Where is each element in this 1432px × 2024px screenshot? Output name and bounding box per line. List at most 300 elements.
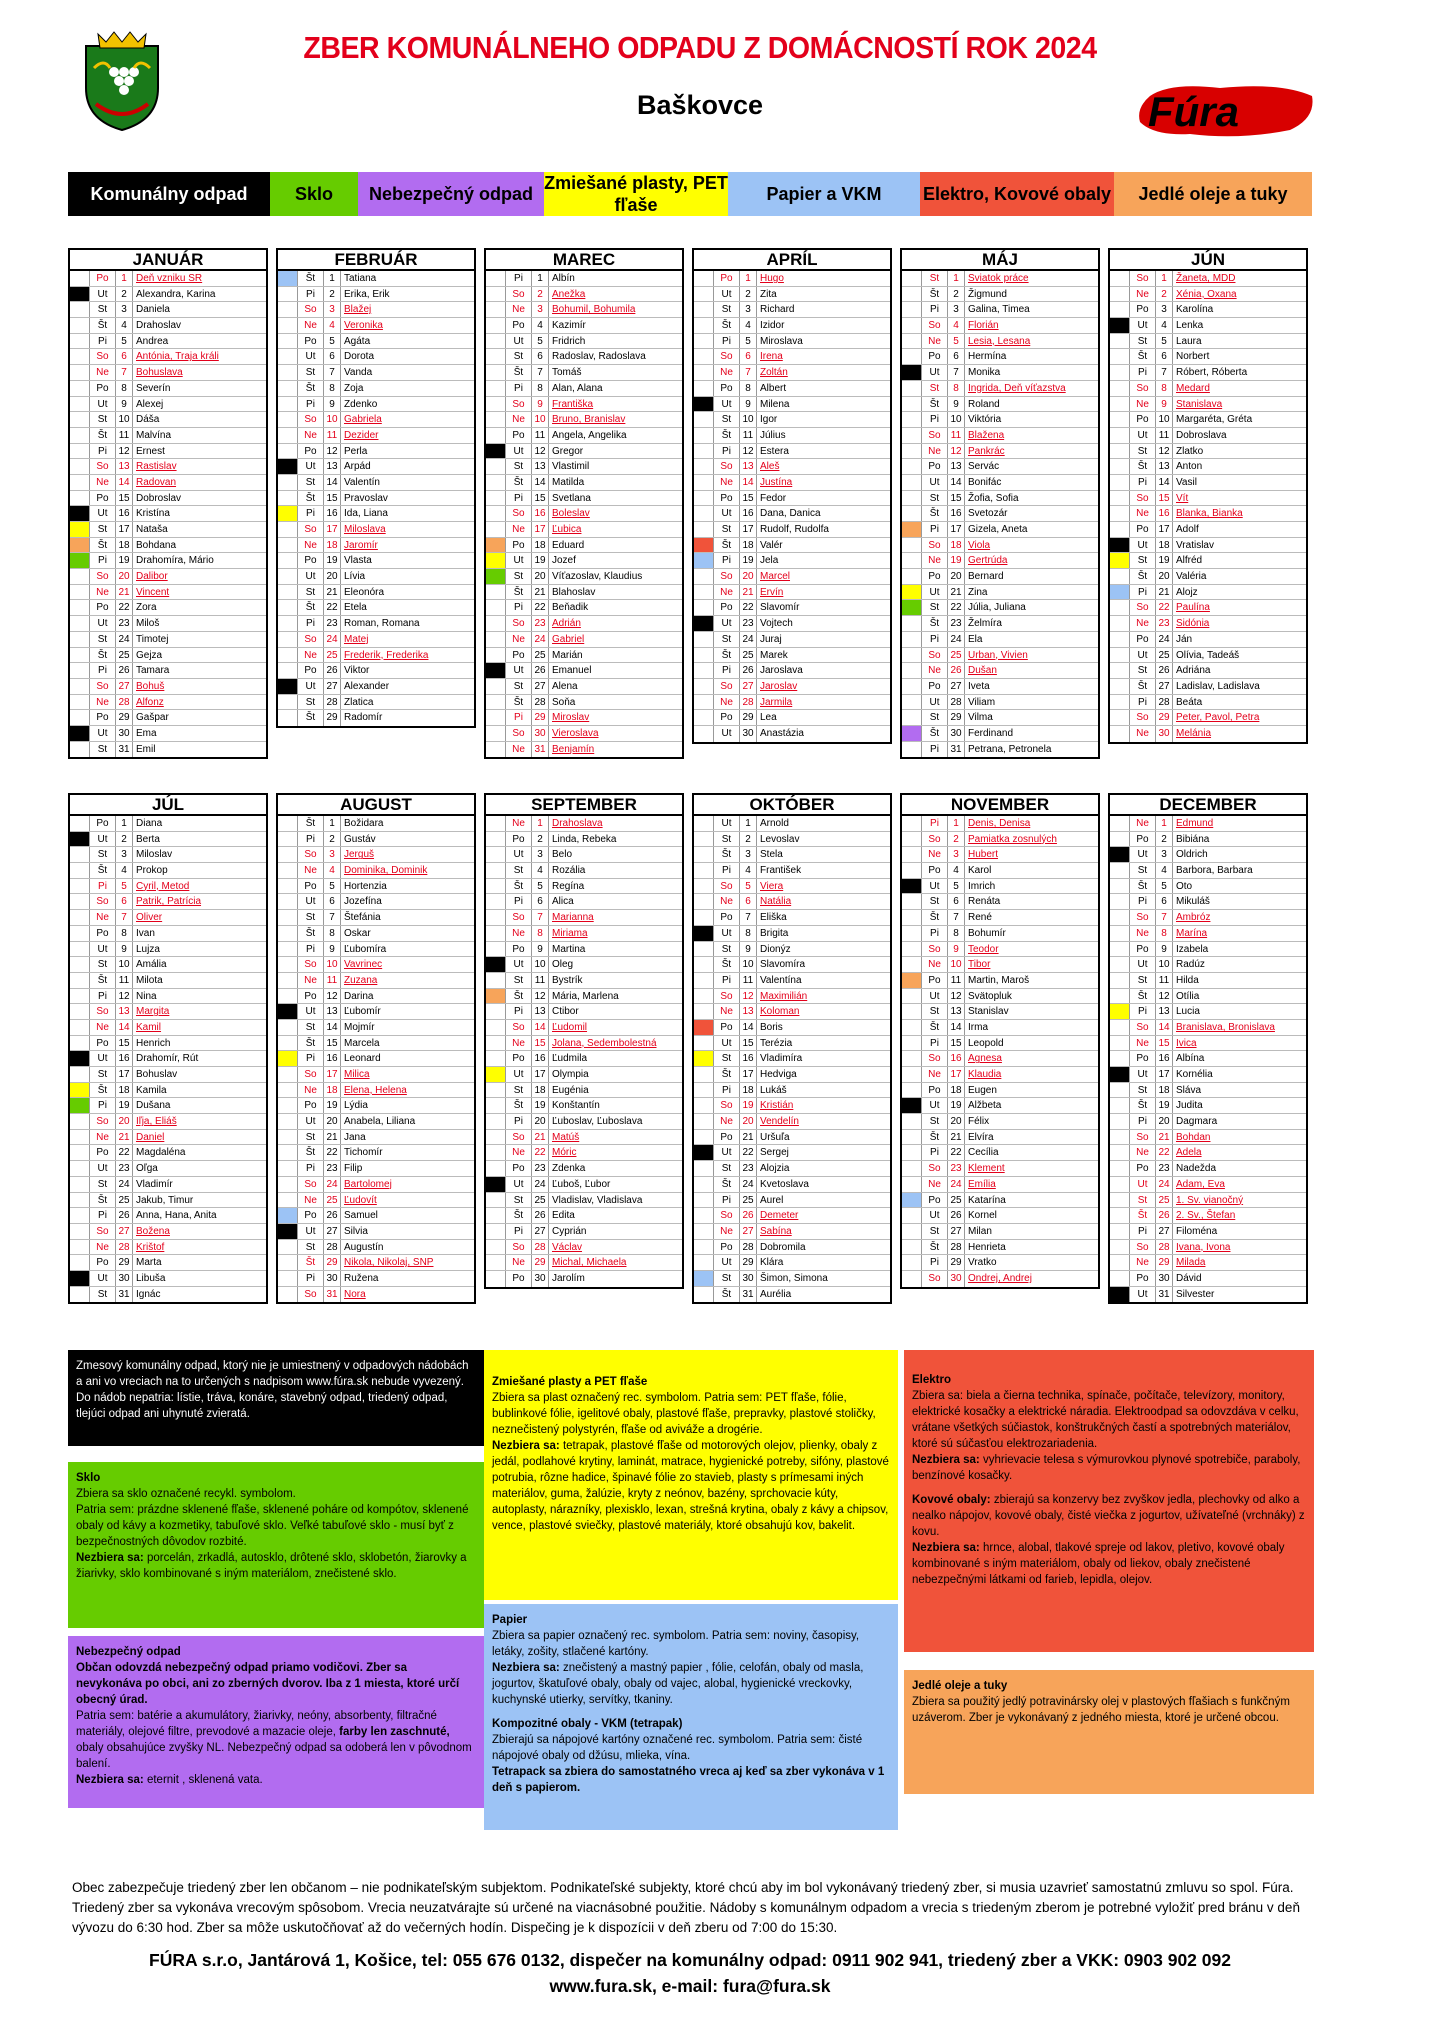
collection-marker	[70, 381, 90, 396]
day-number: 9	[324, 942, 341, 957]
collection-marker	[278, 910, 298, 925]
day-number: 3	[532, 847, 549, 862]
collection-marker	[278, 1224, 298, 1239]
day-row	[278, 1224, 474, 1240]
collection-marker	[902, 832, 922, 847]
name-day: Patrik, Patrícia	[136, 896, 202, 908]
day-row	[70, 459, 266, 475]
collection-marker	[694, 832, 714, 847]
name-day: Vasil	[1176, 476, 1197, 488]
collection-marker	[694, 957, 714, 972]
day-row	[486, 1177, 682, 1193]
day-number: 5	[324, 879, 341, 894]
weekday: Št	[298, 710, 324, 726]
collection-marker	[278, 648, 298, 663]
day-number: 12	[324, 989, 341, 1004]
day-number: 24	[116, 1177, 133, 1192]
weekday: So	[922, 428, 948, 443]
day-number: 28	[532, 695, 549, 710]
weekday: Ut	[298, 1224, 324, 1239]
name-day: Bohumír	[968, 927, 1006, 939]
weekday: Št	[506, 695, 532, 710]
name-day: Zdenko	[344, 398, 378, 410]
collection-marker	[486, 816, 506, 831]
day-number: 14	[116, 1020, 133, 1035]
day-row	[1110, 926, 1306, 942]
day-number: 26	[116, 1208, 133, 1223]
collection-marker	[694, 863, 714, 878]
month-title: SEPTEMBER	[486, 795, 682, 816]
collection-marker	[902, 1224, 922, 1239]
collection-marker	[902, 632, 922, 647]
name-day: Amália	[136, 959, 167, 971]
collection-marker	[278, 1130, 298, 1145]
day-row	[70, 847, 266, 863]
day-number: 2	[532, 832, 549, 847]
name-day: Otília	[1176, 990, 1200, 1002]
name-day: Stela	[760, 849, 783, 861]
day-row	[1110, 648, 1306, 664]
name-day: Arnold	[760, 818, 789, 829]
weekday: Po	[506, 1271, 532, 1287]
weekday: Pi	[1130, 1114, 1156, 1129]
name-day: Bohuslav	[136, 1069, 178, 1080]
name-day: Zlatica	[344, 696, 374, 708]
day-row	[694, 832, 890, 848]
day-number: 24	[324, 632, 341, 647]
collection-marker	[486, 679, 506, 694]
name-day: Vlastimil	[552, 461, 590, 473]
day-row	[70, 600, 266, 616]
name-day: Paulína	[1176, 602, 1210, 614]
day-row	[278, 600, 474, 616]
day-number: 22	[116, 600, 133, 615]
name-day: Matúš	[552, 1131, 580, 1143]
collection-marker	[278, 942, 298, 957]
day-row	[1110, 365, 1306, 381]
day-row	[902, 632, 1098, 648]
day-number: 18	[1156, 538, 1173, 553]
name-day: Félix	[968, 1116, 990, 1128]
day-number: 19	[740, 1098, 757, 1113]
day-number: 18	[532, 1083, 549, 1098]
day-row	[1110, 879, 1306, 895]
collection-marker	[70, 1067, 90, 1082]
collection-marker	[486, 475, 506, 490]
weekday: Št	[714, 428, 740, 443]
collection-marker	[902, 742, 922, 758]
day-row	[1110, 1067, 1306, 1083]
day-number: 5	[1156, 334, 1173, 349]
day-number: 19	[116, 1098, 133, 1113]
weekday: Ut	[506, 1067, 532, 1082]
day-number: 15	[740, 1036, 757, 1051]
day-row	[278, 1271, 474, 1287]
day-row	[278, 879, 474, 895]
day-number: 8	[740, 381, 757, 396]
name-day: Nora	[344, 1288, 366, 1300]
collection-marker	[694, 1255, 714, 1270]
collection-marker	[902, 1083, 922, 1098]
day-number: 29	[948, 710, 965, 725]
weekday: Po	[506, 942, 532, 957]
day-number: 4	[532, 863, 549, 878]
collection-marker	[486, 444, 506, 459]
collection-marker	[902, 302, 922, 317]
name-day: Kristián	[760, 1100, 794, 1112]
day-row	[902, 1036, 1098, 1052]
collection-marker	[278, 1004, 298, 1019]
name-day: Rastislav	[136, 461, 177, 473]
weekday: St	[90, 632, 116, 647]
weekday: So	[90, 349, 116, 364]
day-number: 10	[1156, 412, 1173, 427]
collection-marker	[278, 1193, 298, 1208]
name-day: Bohdana	[136, 539, 177, 551]
collection-marker	[278, 973, 298, 988]
day-number: 23	[948, 1161, 965, 1176]
collection-marker	[1110, 973, 1130, 988]
name-day: Teodor	[968, 943, 999, 955]
name-day: Bernard	[968, 571, 1004, 583]
day-number: 2	[1156, 287, 1173, 302]
day-number: 17	[948, 1067, 965, 1082]
day-row	[486, 585, 682, 601]
day-row	[1110, 569, 1306, 585]
day-row	[694, 444, 890, 460]
info-komunalny	[68, 1350, 484, 1446]
weekday: Pi	[506, 1114, 532, 1129]
day-number: 8	[324, 381, 341, 396]
weekday: Ne	[506, 1036, 532, 1051]
name-day: Judita	[1176, 1100, 1203, 1112]
collection-marker	[1110, 1067, 1130, 1082]
weekday: So	[90, 569, 116, 584]
month-calendar	[484, 793, 684, 1289]
collection-marker	[902, 973, 922, 988]
weekday: Pi	[922, 412, 948, 427]
day-number: 17	[324, 522, 341, 537]
day-row	[902, 648, 1098, 664]
weekday: Pi	[298, 1161, 324, 1176]
collection-marker	[278, 365, 298, 380]
day-row	[70, 1004, 266, 1020]
collection-marker	[486, 1255, 506, 1270]
day-row	[278, 910, 474, 926]
day-number: 15	[1156, 491, 1173, 506]
collection-marker	[70, 942, 90, 957]
collection-marker	[70, 957, 90, 972]
name-day: Ingrida, Deň víťazstva	[968, 382, 1066, 394]
weekday: Pi	[298, 616, 324, 631]
name-day: Petrana, Petronela	[968, 743, 1052, 755]
day-row	[902, 742, 1098, 758]
day-row	[902, 491, 1098, 507]
day-number: 27	[740, 1224, 757, 1239]
collection-marker	[70, 695, 90, 710]
day-row	[486, 710, 682, 726]
name-day: Bohdan	[1176, 1131, 1211, 1143]
collection-marker	[1110, 1255, 1130, 1270]
name-day: Augustín	[344, 1241, 384, 1253]
day-number: 13	[116, 459, 133, 474]
name-day: Ján	[1176, 633, 1193, 645]
weekday: Št	[90, 1083, 116, 1098]
name-day: Vít	[1176, 492, 1189, 504]
weekday: Po	[298, 1208, 324, 1223]
name-day: Tibor	[968, 959, 991, 971]
weekday: St	[714, 1161, 740, 1176]
collection-marker	[486, 989, 506, 1004]
name-day: Ignác	[136, 1288, 161, 1300]
name-day: Radúz	[1176, 959, 1205, 971]
name-day: Svetozár	[968, 508, 1008, 520]
name-day: Svätopluk	[968, 990, 1012, 1002]
day-row	[486, 1224, 682, 1240]
day-row	[70, 538, 266, 554]
day-row	[902, 816, 1098, 832]
day-row	[902, 1130, 1098, 1146]
name-day: Štefánia	[344, 912, 381, 924]
day-number: 2	[324, 832, 341, 847]
day-number: 6	[948, 894, 965, 909]
weekday: Ne	[922, 663, 948, 678]
name-day: Antónia, Traja králi	[136, 351, 219, 363]
collection-marker	[486, 1193, 506, 1208]
collection-marker	[1110, 600, 1130, 615]
weekday: So	[1130, 491, 1156, 506]
weekday: Pi	[90, 1208, 116, 1223]
weekday: Ne	[1130, 1255, 1156, 1270]
day-number: 1	[532, 816, 549, 831]
weekday: Št	[298, 600, 324, 615]
day-number: 6	[532, 894, 549, 909]
name-day: Július	[760, 429, 786, 441]
day-number: 22	[948, 1145, 965, 1160]
day-row	[902, 459, 1098, 475]
day-number: 10	[948, 957, 965, 972]
collection-marker	[486, 1067, 506, 1082]
name-day: Vendelín	[760, 1116, 799, 1128]
collection-marker	[1110, 1083, 1130, 1098]
day-number: 20	[1156, 569, 1173, 584]
name-day: Rudolf, Rudolfa	[760, 524, 829, 535]
info-sklo-nezbiera: Nezbiera sa: porcelán, zrkadlá, autosklo, drôtené sklo, sklobetón, žiarovky a žiarivky, sklo kombinované s iným materiálom, znečistené sklo.	[76, 1552, 467, 1580]
day-row	[694, 491, 890, 507]
month-title: MAREC	[486, 250, 682, 271]
weekday: Ne	[90, 695, 116, 710]
day-number: 22	[324, 600, 341, 615]
day-row	[902, 569, 1098, 585]
day-row	[1110, 1271, 1306, 1287]
name-day: Alfréd	[1176, 555, 1203, 567]
day-number: 19	[1156, 1098, 1173, 1113]
day-number: 7	[948, 365, 965, 380]
weekday: Ne	[298, 973, 324, 988]
weekday: St	[714, 1051, 740, 1066]
weekday: Ut	[298, 894, 324, 909]
day-number: 26	[324, 1208, 341, 1223]
day-number: 11	[1156, 973, 1173, 988]
weekday: Pi	[90, 553, 116, 568]
day-number: 3	[1156, 302, 1173, 317]
collection-marker	[694, 726, 714, 742]
weekday: Pi	[506, 381, 532, 396]
collection-marker	[1110, 334, 1130, 349]
name-day: Sviatok práce	[968, 273, 1029, 284]
weekday: Št	[714, 1067, 740, 1082]
day-number: 17	[740, 522, 757, 537]
name-day: Žofia, Sofia	[968, 492, 1019, 504]
info-sklo-text: Zbiera sa sklo označené recykl. symbolom.	[76, 1488, 296, 1500]
day-number: 7	[1156, 910, 1173, 925]
weekday: St	[506, 679, 532, 694]
name-day: Fridrich	[552, 335, 586, 347]
name-day: Pankrác	[968, 445, 1005, 457]
day-row	[278, 1287, 474, 1303]
weekday: St	[298, 1020, 324, 1035]
day-number: 24	[1156, 1177, 1173, 1192]
collection-marker	[278, 459, 298, 474]
day-row	[70, 1083, 266, 1099]
name-day: Oldrich	[1176, 849, 1208, 861]
collection-marker	[902, 863, 922, 878]
day-row	[1110, 726, 1306, 742]
weekday: Št	[298, 1255, 324, 1270]
day-number: 28	[532, 1240, 549, 1255]
day-number: 18	[324, 1083, 341, 1098]
day-number: 5	[532, 334, 549, 349]
weekday: Št	[922, 1130, 948, 1145]
day-number: 24	[948, 632, 965, 647]
name-day: Stanislav	[968, 1006, 1009, 1018]
weekday: Št	[1130, 459, 1156, 474]
name-day: Jakub, Timur	[136, 1194, 194, 1206]
collection-marker	[1110, 553, 1130, 568]
name-day: Blanka, Bianka	[1176, 508, 1243, 520]
name-day: Júlia, Juliana	[968, 602, 1026, 614]
collection-marker	[278, 616, 298, 631]
day-number: 31	[324, 1287, 341, 1303]
day-number: 13	[740, 459, 757, 474]
day-number: 27	[324, 679, 341, 694]
weekday: Ut	[506, 444, 532, 459]
weekday: Ut	[714, 816, 740, 831]
day-number: 10	[116, 412, 133, 427]
weekday: So	[922, 318, 948, 333]
day-row	[694, 569, 890, 585]
weekday: St	[922, 271, 948, 286]
collection-marker	[278, 1177, 298, 1192]
day-row	[694, 1161, 890, 1177]
day-row	[70, 475, 266, 491]
name-day: Ema	[136, 727, 157, 739]
weekday: Št	[90, 863, 116, 878]
collection-marker	[278, 585, 298, 600]
day-row	[1110, 942, 1306, 958]
weekday: Št	[1130, 989, 1156, 1004]
day-number: 2	[740, 287, 757, 302]
weekday: Št	[1130, 349, 1156, 364]
weekday: Po	[90, 491, 116, 506]
day-row	[1110, 600, 1306, 616]
month-calendar	[692, 248, 892, 744]
weekday: Po	[1130, 632, 1156, 647]
name-day: Lesia, Lesana	[968, 335, 1031, 347]
day-number: 5	[532, 879, 549, 894]
name-day: Milena	[760, 398, 790, 410]
day-row	[70, 1193, 266, 1209]
day-row	[70, 334, 266, 350]
day-row	[902, 1255, 1098, 1271]
day-number: 16	[532, 506, 549, 521]
day-row	[1110, 910, 1306, 926]
day-number: 31	[116, 742, 133, 758]
name-day: Oleg	[552, 959, 574, 971]
collection-marker	[486, 287, 506, 302]
day-row	[70, 1224, 266, 1240]
collection-marker	[278, 287, 298, 302]
name-day: Kornel	[968, 1210, 997, 1222]
day-number: 21	[740, 1130, 757, 1145]
legend-bar	[68, 172, 1312, 216]
name-day: Perla	[344, 445, 368, 457]
name-day: Eleonóra	[344, 586, 385, 598]
day-number: 28	[1156, 1240, 1173, 1255]
day-number: 8	[1156, 926, 1173, 941]
collection-marker	[1110, 816, 1130, 831]
collection-marker	[902, 397, 922, 412]
weekday: Pi	[298, 397, 324, 412]
footer-contact: FÚRA s.r.o, Jantárová 1, Košice, tel: 055 676 0132, dispečer na komunálny odpad: 0911 902 941, triedený zber a VKK: 0903 902 092	[149, 1950, 1231, 1970]
weekday: Št	[90, 428, 116, 443]
weekday: Št	[298, 926, 324, 941]
name-day: Elena, Helena	[344, 1084, 407, 1096]
day-row	[278, 1161, 474, 1177]
name-day: Matej	[344, 633, 369, 645]
name-day: Vincent	[136, 586, 170, 598]
collection-marker	[1110, 1004, 1130, 1019]
day-row	[1110, 506, 1306, 522]
day-row	[902, 616, 1098, 632]
name-day: Natália	[760, 896, 792, 908]
day-row	[70, 1255, 266, 1271]
day-number: 12	[116, 989, 133, 1004]
collection-marker	[902, 1020, 922, 1035]
name-day: Klára	[760, 1257, 784, 1269]
name-day: Eugen	[968, 1084, 997, 1096]
day-number: 20	[532, 1114, 549, 1129]
weekday: Ne	[922, 553, 948, 568]
collection-marker	[278, 957, 298, 972]
day-row	[902, 679, 1098, 695]
month-calendar	[68, 248, 268, 759]
collection-marker	[70, 1224, 90, 1239]
name-day: Dobroslav	[136, 492, 182, 504]
name-day: Nataša	[136, 524, 168, 535]
legend-item: Komunálny odpad	[68, 172, 270, 216]
collection-marker	[902, 1145, 922, 1160]
day-row	[1110, 894, 1306, 910]
collection-marker	[486, 832, 506, 847]
day-number: 9	[116, 397, 133, 412]
day-row	[70, 663, 266, 679]
weekday: St	[922, 600, 948, 615]
day-row	[486, 863, 682, 879]
name-day: Gabriela	[344, 414, 382, 426]
collection-marker	[1110, 538, 1130, 553]
name-day: Zina	[968, 586, 988, 598]
